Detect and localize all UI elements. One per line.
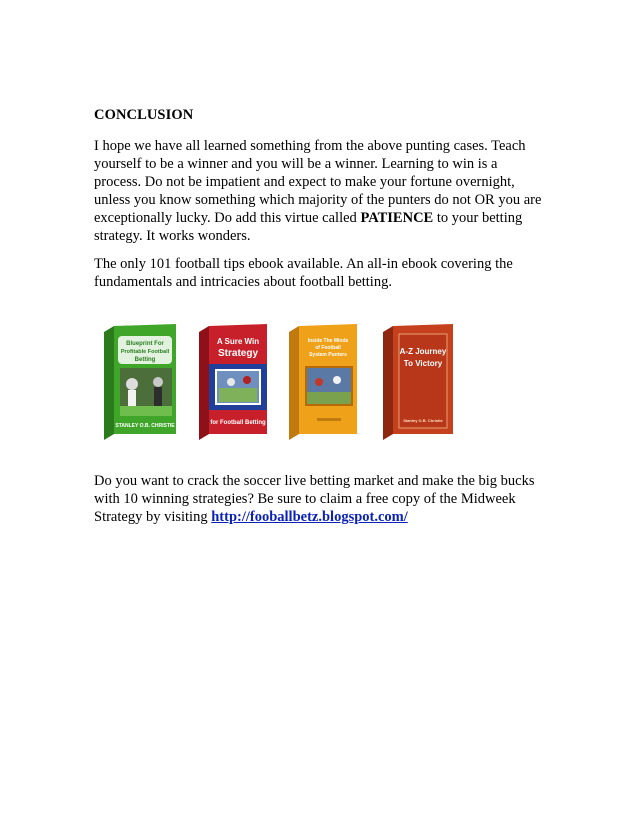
book2-title-line2: Strategy (217, 348, 259, 359)
book3-title-line2: of Football (315, 345, 341, 351)
book4-title-line1: A-Z Journey (399, 347, 447, 356)
paragraph-text: I hope we have all learned something from the above punting cases. Teach yourself to be a winner and you will be a winner. Learning to win is a process. Do not be impatient and expect to make your fortune overnight, unless you know something which majority of the punters do not OR you are exceptionally lucky. Do add this virtue called (94, 138, 542, 226)
ebook-paragraph: The only 101 football tips ebook available. An all-in ebook covering the fundamentals and intricacies about football betting. (94, 256, 513, 290)
book3-title-line1: Inside The Minds (307, 338, 349, 344)
ebook-cover-inside-minds (287, 322, 361, 442)
book1-title-line1: Blueprint For (126, 341, 164, 347)
book4-author: Stanley O.B. Christie (403, 418, 443, 423)
book3-title-line3: System Punters (309, 352, 347, 358)
ebook-cover-a-z-journey (381, 322, 457, 442)
book2-title-line1: A Sure Win (216, 337, 260, 346)
emphasis-text: PATIENCE (360, 210, 434, 226)
book1-title-line2: Profitable Football (120, 349, 170, 355)
promo-paragraph (94, 472, 544, 526)
ebook-cover-sure-win (195, 322, 271, 442)
book1-author: STANLEY O.B. CHRISTIE (115, 423, 175, 429)
book2-subtitle: for Football Betting (210, 420, 266, 426)
blog-link[interactable]: http://fooballbetz.blogspot.com/ (211, 509, 408, 525)
ebook-cover-blueprint (98, 322, 180, 442)
book4-title-line2: To Victory (403, 359, 443, 368)
conclusion-paragraph (94, 137, 544, 245)
promo-text: Do you want to crack the soccer live betting market and make the big bucks with 10 winning strategies? Be sure to claim a free copy of the Midweek Strategy by visiting (94, 473, 535, 525)
paragraph-text-end: to your betting strategy. It works wonders. (94, 210, 523, 244)
book1-title-line3: Betting (134, 357, 156, 363)
section-heading: CONCLUSION (94, 107, 194, 123)
